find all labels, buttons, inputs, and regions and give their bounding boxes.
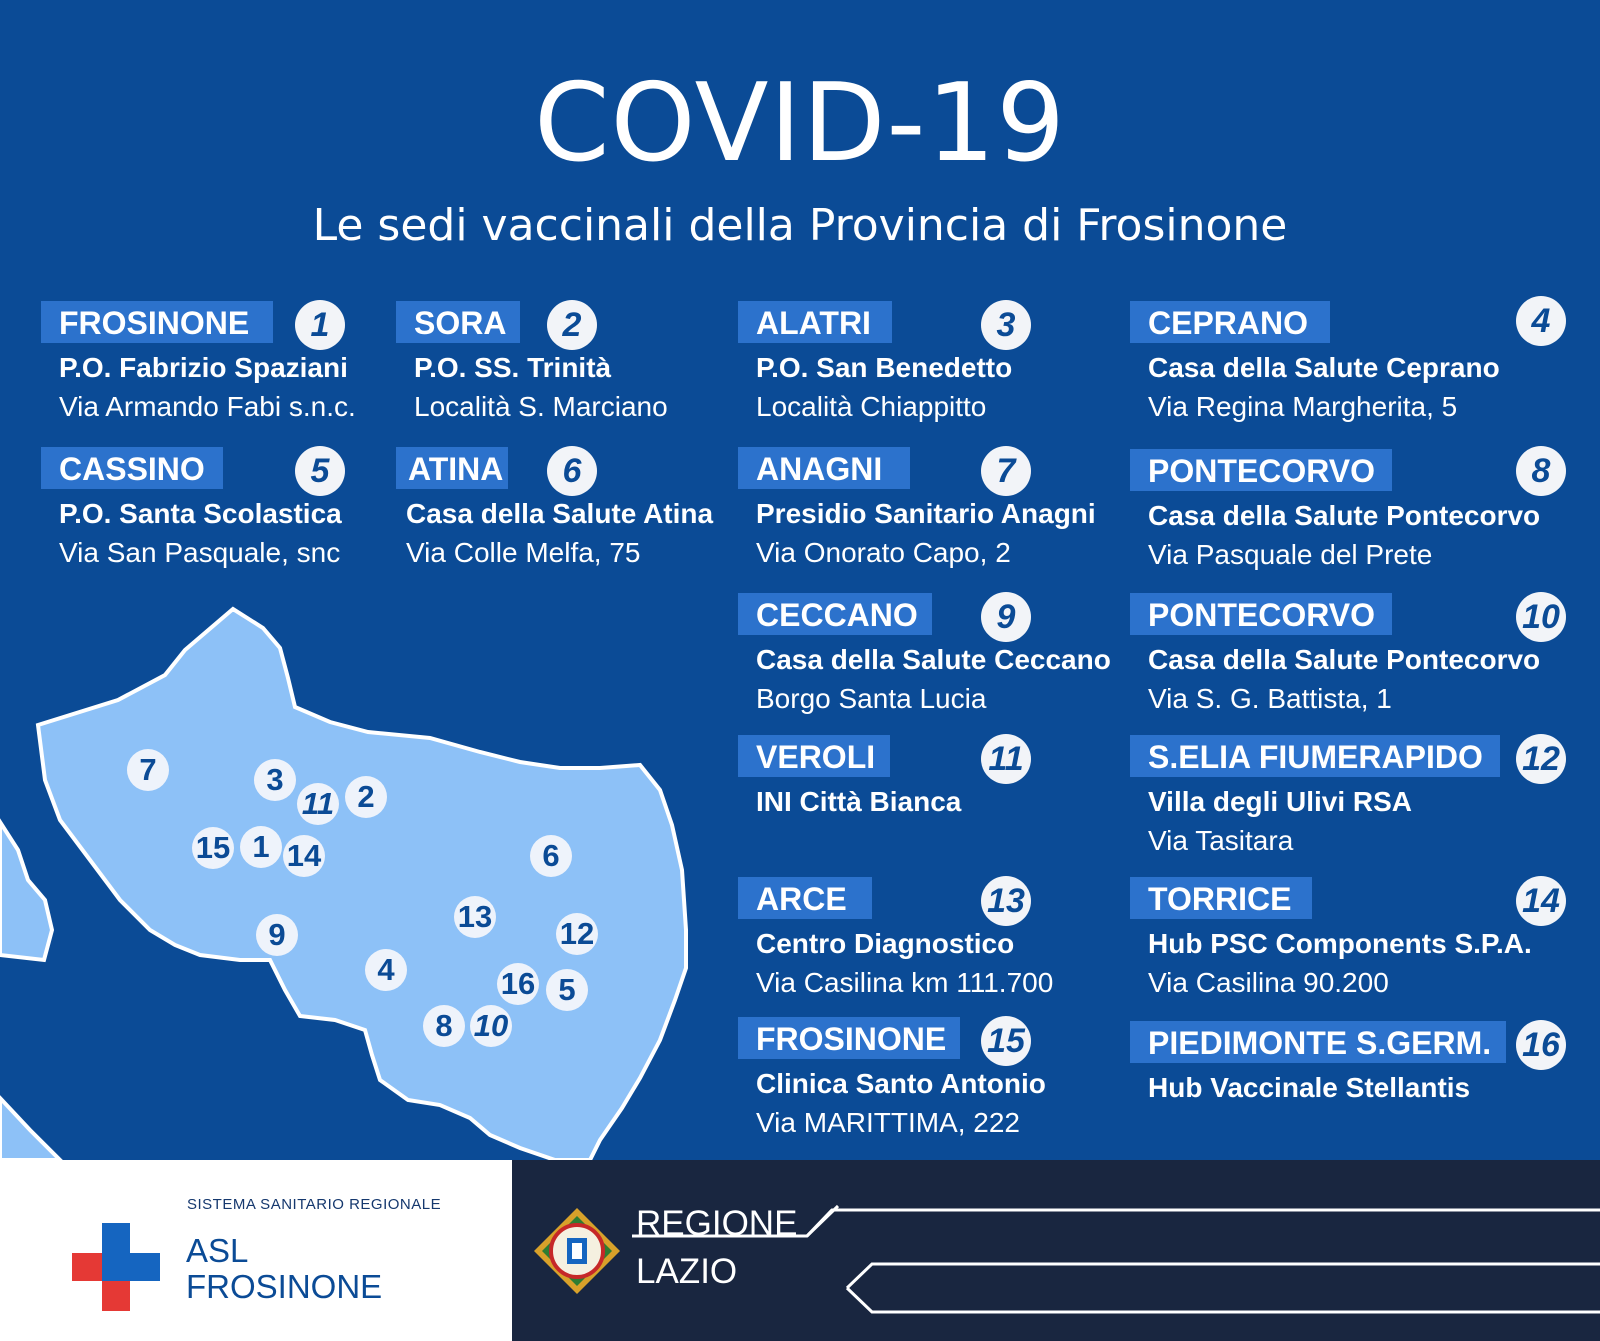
map-marker-10: 10 xyxy=(470,1005,512,1047)
asl-cross-logo xyxy=(72,1223,160,1311)
regione-lazio-crest-icon xyxy=(532,1206,622,1296)
site-city: ANAGNI xyxy=(738,447,910,489)
site-place: INI Città Bianca xyxy=(756,786,962,817)
site-city: CASSINO xyxy=(41,447,223,489)
asl-name-line1: ASL xyxy=(186,1232,249,1269)
site-city: FROSINONE xyxy=(738,1017,960,1059)
map-marker-16: 16 xyxy=(497,963,539,1005)
map-marker-5: 5 xyxy=(546,969,588,1011)
site-number: 15 xyxy=(981,1016,1031,1066)
map-marker-2: 2 xyxy=(345,776,387,818)
chevron-lines-decoration xyxy=(512,1160,1600,1341)
site-address: Via Casilina 90.200 xyxy=(1148,967,1389,998)
site-address: Via Onorato Capo, 2 xyxy=(756,537,1011,568)
site-place: Clinica Santo Antonio xyxy=(756,1068,1046,1099)
site-address: Borgo Santa Lucia xyxy=(756,683,987,714)
map-marker-4: 4 xyxy=(365,949,407,991)
site-number: 3 xyxy=(981,300,1031,350)
site-number: 4 xyxy=(1516,296,1566,346)
site-number: 11 xyxy=(981,734,1031,784)
site-address: Via Casilina km 111.700 xyxy=(756,967,1054,998)
site-address: Via San Pasquale, snc xyxy=(59,537,341,568)
site-address: Via Tasitara xyxy=(1148,825,1294,856)
site-city: SORA xyxy=(396,301,520,343)
site-number: 5 xyxy=(295,446,345,496)
site-place: Casa della Salute Ceprano xyxy=(1148,352,1500,383)
map-marker-14: 14 xyxy=(283,835,325,877)
site-address: Via Armando Fabi s.n.c. xyxy=(59,391,356,422)
site-address: Località S. Marciano xyxy=(414,391,668,422)
page-title: COVID-19 xyxy=(534,61,1066,186)
site-address: Via MARITTIMA, 222 xyxy=(756,1107,1021,1138)
site-place: Casa della Salute Ceccano xyxy=(756,644,1111,675)
site-number: 13 xyxy=(981,876,1031,926)
map-marker-3: 3 xyxy=(254,759,296,801)
site-number: 1 xyxy=(295,300,345,350)
map-marker-1: 1 xyxy=(240,826,282,868)
site-city: PIEDIMONTE S.GERM. xyxy=(1130,1021,1506,1063)
map-marker-6: 6 xyxy=(530,835,572,877)
site-city: ARCE xyxy=(738,877,872,919)
site-number: 6 xyxy=(547,446,597,496)
site-city: TORRICE xyxy=(1130,877,1312,919)
site-address: Via S. G. Battista, 1 xyxy=(1148,683,1392,714)
ssr-label: SISTEMA SANITARIO REGIONALE xyxy=(187,1196,442,1213)
site-number: 9 xyxy=(981,592,1031,642)
site-place: Casa della Salute Pontecorvo xyxy=(1148,644,1541,675)
footer-asl xyxy=(0,1160,512,1341)
region-name-line1: REGIONE xyxy=(636,1204,798,1243)
site-place: Casa della Salute Atina xyxy=(406,498,714,529)
site-place: Presidio Sanitario Anagni xyxy=(756,498,1096,529)
site-city: ATINA xyxy=(396,447,508,489)
asl-name-line2: FROSINONE xyxy=(186,1268,383,1305)
site-place: Villa degli Ulivi RSA xyxy=(1148,786,1413,817)
page-subtitle: Le sedi vaccinali della Provincia di Frosinone xyxy=(312,200,1288,251)
site-number: 8 xyxy=(1516,446,1566,496)
region-name-line2: LAZIO xyxy=(636,1252,738,1291)
site-address: Via Colle Melfa, 75 xyxy=(406,537,641,568)
site-place: Hub PSC Components S.P.A. xyxy=(1148,928,1532,959)
site-city: S.ELIA FIUMERAPIDO xyxy=(1130,735,1500,777)
map-marker-8: 8 xyxy=(423,1005,465,1047)
site-city: FROSINONE xyxy=(41,301,273,343)
site-address: Località Chiappitto xyxy=(756,391,987,422)
site-place: Hub Vaccinale Stellantis xyxy=(1148,1072,1471,1103)
site-number: 2 xyxy=(547,300,597,350)
site-place: Casa della Salute Pontecorvo xyxy=(1148,500,1541,531)
site-number: 7 xyxy=(981,446,1031,496)
site-place: P.O. San Benedetto xyxy=(756,352,1013,383)
site-number: 12 xyxy=(1516,734,1566,784)
map-marker-9: 9 xyxy=(256,914,298,956)
map-marker-11: 11 xyxy=(297,783,339,825)
site-number: 16 xyxy=(1516,1020,1566,1070)
site-city: PONTECORVO xyxy=(1130,593,1392,635)
site-city: CEPRANO xyxy=(1130,301,1330,343)
neighbor-area-left xyxy=(0,822,52,960)
site-place: P.O. Fabrizio Spaziani xyxy=(59,352,348,383)
neighbor-area-bottom xyxy=(0,1098,60,1160)
site-place: P.O. Santa Scolastica xyxy=(59,498,342,529)
province-outline xyxy=(38,609,686,1160)
map-marker-12: 12 xyxy=(556,913,598,955)
map-marker-13: 13 xyxy=(454,896,496,938)
map-marker-15: 15 xyxy=(192,827,234,869)
site-city: VEROLI xyxy=(738,735,890,777)
site-number: 14 xyxy=(1516,876,1566,926)
site-city: CECCANO xyxy=(738,593,932,635)
site-place: Centro Diagnostico xyxy=(756,928,1015,959)
site-number: 10 xyxy=(1516,592,1566,642)
site-place: P.O. SS. Trinità xyxy=(414,352,612,383)
site-address: Via Regina Margherita, 5 xyxy=(1148,391,1458,422)
footer-region xyxy=(512,1160,1600,1341)
map-marker-7: 7 xyxy=(127,749,169,791)
site-city: PONTECORVO xyxy=(1130,449,1392,491)
site-address: Via Pasquale del Prete xyxy=(1148,539,1433,570)
site-city: ALATRI xyxy=(738,301,892,343)
